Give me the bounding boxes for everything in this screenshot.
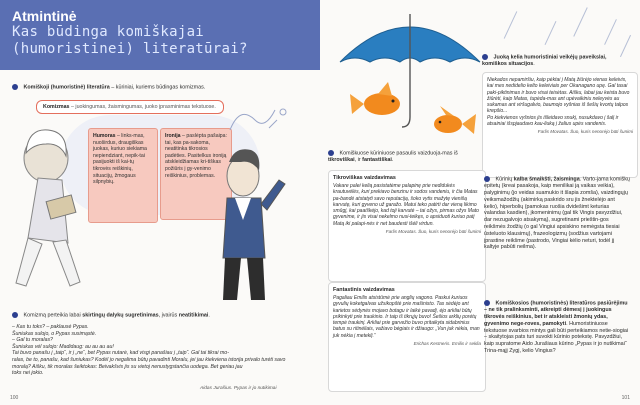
goldfish-left bbox=[350, 82, 400, 115]
goldfish-right bbox=[434, 106, 476, 134]
page-subtitle: Kas būdinga komiškajai (humoristinei) literatūrai? bbox=[12, 24, 248, 57]
komizmas-banner: Komizmas – juokingumas, žaismingumas, juoko įprasminimas tekstuose. bbox=[36, 100, 224, 114]
page-title: Atmintinė bbox=[12, 8, 77, 24]
humor-box: Humoras – links-mas, nuoširdus, draugiškas juokas, kuriuo siekiama nepiendziant, nepik-tai pasijuokti iš kai-tų tikrovės reiškinių, situacijų, žmogaus silpnybių. bbox=[88, 128, 158, 223]
purpose-note: Komiškosios (humoristinės) literatūros pasiūrėjimu – ne tik pralinksminti, atkreipti dėmesį į juokingus tikrovės reiškinius, bet ir atskleisti žmonių ydas, gyvenimo nege-roves, pamokyti. Humoristiniuose tekstuose svarbios mintys gali būti perteikiamos netie-siogiai – skaitytojas pats turi suvokti kūrinio potekstę. Pavyzdžiui, kaip supratome Aido Jurašiaus kūrino „Pypas ir jo nutikimai“ Trina-mąjį Zygį, kelio Vingius? bbox=[484, 300, 629, 354]
matas-quote-box: Niekados nepamiršiu, kaip pėktai į Matą žiūrėjo vienas keleivis, kai mes nedidelio kelto keleiviais per Okanagano upę. Gal tasai paki-piktinimas ir buvo visai teisėtas. Aišku, labai jau keista buvo žiūrėti, kaip Matas, tupėda-mas ant upėvaikiniu neleyvės au sukamas ant viršugalvio, baumojo vyšnias iš šešių kvortų talpos krepšio... Po kiekvienos vyšnios jis išleidavo snukį, nusukdavo į šalį ir atsainiai išspjaudavo kau-liuką į žalius upės vandenis. Farlis Movatas. Šuo, kuris nenorėjo būti šunimi bbox=[482, 72, 638, 178]
girl-reading-illustration bbox=[8, 118, 88, 298]
situation-note: Juoką kelia humoristiniai veikėjų paveikslai, komiškos situacijos. bbox=[482, 54, 607, 68]
style-note: Kūrinių kalba šmaikšti, žaisminga. Varto-jama komiškų epitetų (kreai pasakoja, kaip menilikai ją vaikas veikia), palyginimų (jo veidas suamukio it šlapia zomša), vaizdingųjų veiksmažodžių (akimirką paskrido sru jis žnektelėjo ant kelio), hiperbolių (pamokas ruošia dvidešimt keturias valandas kasdien), įkomeninimų (gal tik Vingis pavyzdžiui, dar nezugalvojo atsakymą), sugretinami prieštin-gos reikšmės žodžių (o gal Vingiui apsiskino nemėgsta tiesiai ūsteluoto klausimų), frazeologizmų (sodžius vartojami įprastine reikšme (pastrodo, Vingiai kėlio neturi, todėl jį kaltyje pabūti neilma). bbox=[484, 176, 630, 251]
bullet-icon bbox=[328, 150, 334, 156]
speech-note: Komizmą perteikia labai skirtingų dalykų sugretinimas, įvairūs neatitikimai. bbox=[12, 312, 308, 319]
umbrella-goldfish-illustration bbox=[330, 2, 490, 152]
right-page-number: 101 bbox=[621, 395, 630, 401]
left-page-number: 100 bbox=[10, 395, 19, 401]
pypas-quote: – Kas tu toks? – paklausė Pypas. Šuniukas sulojo, o Pypas susimąstė. – Gal tu moralas? Šuniukas vėl sulojo: Madidaug: au au au au! Tai buvo panašu į „taip“, ir į „ne“, bet Pypas nutarė, kad visgi panašiau į „taip“. Gal tai tikrai mo- ralas, be to, panašu, kad šuniukas? Kodėl jo negalima būtų pavadinti Moralu, jei jau kiekviena istorija privalo turėti savo moralą? Aišku, tik moralas šeiktokas: Beivakšvis jis su vietoj nenustygstančia uodega. Bet geriau jau toks nei jokio. bbox=[12, 324, 286, 377]
bullet-icon bbox=[12, 312, 18, 318]
bullet-icon bbox=[12, 84, 18, 90]
realistic-depiction-box: Tikroviškas vaizdavimas Vakare palei kelią pasistatėme palapinę prie nedidukės krautuvėlės, kuri prekiavo benzinu ir sodos vandeniu, ir čia Matas pa-bandė atstatyti savo reputaciją, šoko vytis mažytę vienišą karvutę, kuri gyveno už garažo. Matui teko patirti dar vieną likimo smūgį, kai paaiškėjo, kad toji karvutė – tai ožys, pirmas ožys Mato gyvenime, ir jis visai nekelmo nusi-teikęs, o apsiduoti kuriuo patį Matą iki palapi-nės ir net baudesti išėli virdun. Farlis Movatas. Šuo, kuris nenorėjo būti šunimi bbox=[328, 170, 486, 282]
fantastic-depiction-box: Fantastinis vaizdavimas Pagaliau Emilis atsistūmė prie anglių vagono. Paskui kuriuos gyvulių koketgalvas užsikopštė prie mašinisto. Tas sėdėjo ant karietos sėdynės mojavo botagu ir laikė pavadį, ėjo arkliai būtų prikinkyti prie traukinio. Ir taip iš tikrųjų buvo! Šešios arklių porėtų tempė traukinį. Arkliai prie garvežio buvo pritaikyta sidabrinius batus su ritinėliais, važiavo bėgiais ir džiaugo: „Vun juk nėkia, man juk nėkia į meteklį.“ Erichas Kestneris. Emilis ir seklia bbox=[328, 282, 486, 392]
man-pointing-illustration bbox=[205, 140, 290, 305]
bullet-icon bbox=[484, 176, 490, 182]
bullet-icon bbox=[482, 54, 488, 60]
swirl-decoration bbox=[225, 100, 295, 140]
comic-lit-definition: Komiškoji (humoristinė) literatūra – kūriniai, kuriems būdingas komizmas. bbox=[12, 84, 292, 91]
world-note: Komiškuose kūriniuose pasaulis vaizduoja-mas iš tikroviškai, ir fantastiškai. bbox=[328, 150, 458, 164]
irony-box: Ironija – paslėpta pašaipa: tai, kas pa-sakoma, neatitinka tikrosios padėties. Pasitelkus ironiją atskleidžiamas kri-tiškas požiūris į gy-venimo reiškinius, problemas. bbox=[160, 128, 232, 220]
pypas-source: Aidas Jurašius. Pypas ir jo nutikimai bbox=[200, 386, 277, 391]
right-page bbox=[320, 0, 640, 405]
bullet-icon bbox=[484, 300, 490, 306]
